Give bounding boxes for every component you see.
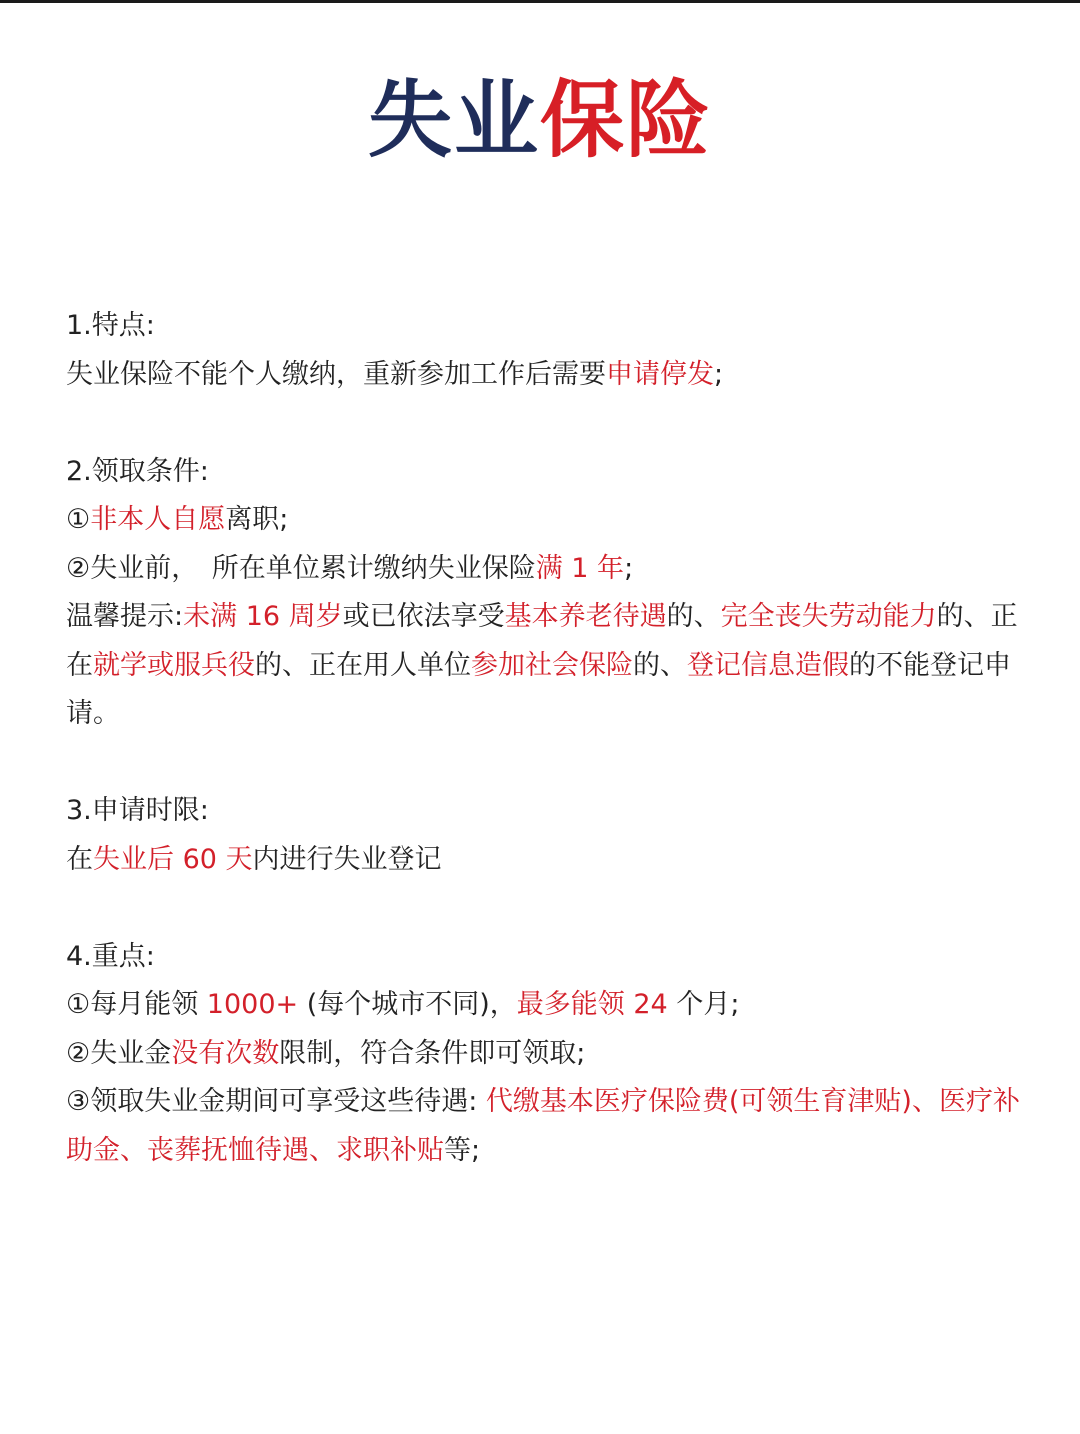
section-3-heading: 3.申请时限: [66, 795, 209, 826]
highlight-text: 满 1 年 [535, 552, 625, 584]
text: ① [66, 504, 91, 535]
highlight-text: 没有次数 [171, 1037, 280, 1069]
highlight-text: 1000+ [206, 989, 299, 1020]
section-4-line-3 [66, 1078, 1026, 1175]
section-1-line-1 [66, 351, 1026, 400]
section-4-heading: 4.重点: [66, 940, 155, 972]
text: 内进行失业登记 [252, 843, 442, 875]
top-border-line [0, 0, 1080, 3]
text: 的、 [666, 601, 721, 632]
section-1-heading: 1.特点: [66, 310, 155, 341]
section-4-line-1 [66, 981, 1026, 1030]
title-part-dark: 失业 [367, 71, 540, 169]
section-gap [66, 739, 1026, 788]
text: 的、 [633, 649, 687, 681]
highlight-text: 最多能领 24 [516, 989, 668, 1020]
text: 在 [66, 843, 93, 875]
highlight-text: 非本人自愿 [90, 504, 226, 535]
text: 个月; [667, 989, 740, 1020]
section-2-line-1 [66, 496, 1026, 545]
text: ②失业前， 所在单位累计缴纳失业保险 [66, 552, 536, 584]
section-4-line-2 [66, 1030, 1026, 1079]
text: ; [624, 552, 634, 584]
text: 的、正在 [66, 601, 1018, 681]
text: 失业保险不能个人缴纳，重新参加工作后需要 [66, 358, 606, 390]
page-title [0, 70, 1080, 170]
highlight-text: 未满 16 周岁 [183, 601, 343, 632]
highlight-text: 代缴基本医疗保险费(可领生育津贴)、医疗补助金、丧葬抚恤待遇、求职补贴 [66, 1086, 1020, 1166]
highlight-text: 就学或服兵役 [93, 649, 255, 681]
text: ③领取失业金期间可享受这些待遇: [66, 1086, 486, 1117]
highlight-text: 基本养老待遇 [504, 601, 667, 632]
text: ; [714, 358, 724, 390]
highlight-text: 完全丧失劳动能力 [720, 601, 937, 632]
section-gap [66, 884, 1026, 933]
section-3-line-1 [66, 836, 1026, 885]
text: 离职; [225, 504, 289, 535]
highlight-text: 失业后 60 天 [93, 843, 253, 875]
section-2-line-2 [66, 545, 1026, 594]
text: 的不能登记申请。 [66, 649, 1011, 729]
text: 等; [444, 1134, 481, 1166]
text: 限制，符合条件即可领取; [279, 1037, 586, 1069]
highlight-text: 登记信息造假 [687, 649, 849, 681]
title-part-red: 保险 [540, 71, 713, 169]
text: ①每月能领 [66, 989, 207, 1020]
text: 温馨提示: [66, 601, 184, 632]
highlight-text: 申请停发 [606, 358, 714, 390]
text: 的、正在用人单位 [255, 649, 471, 681]
text: ②失业金 [66, 1037, 172, 1069]
article-body [66, 302, 1026, 1175]
highlight-text: 参加社会保险 [471, 649, 633, 681]
text: 或已依法享受 [342, 601, 505, 632]
section-2-heading: 2.领取条件: [66, 455, 209, 487]
text: (每个城市不同)， [298, 989, 517, 1020]
section-gap [66, 399, 1026, 448]
section-2-tip [66, 593, 1026, 739]
